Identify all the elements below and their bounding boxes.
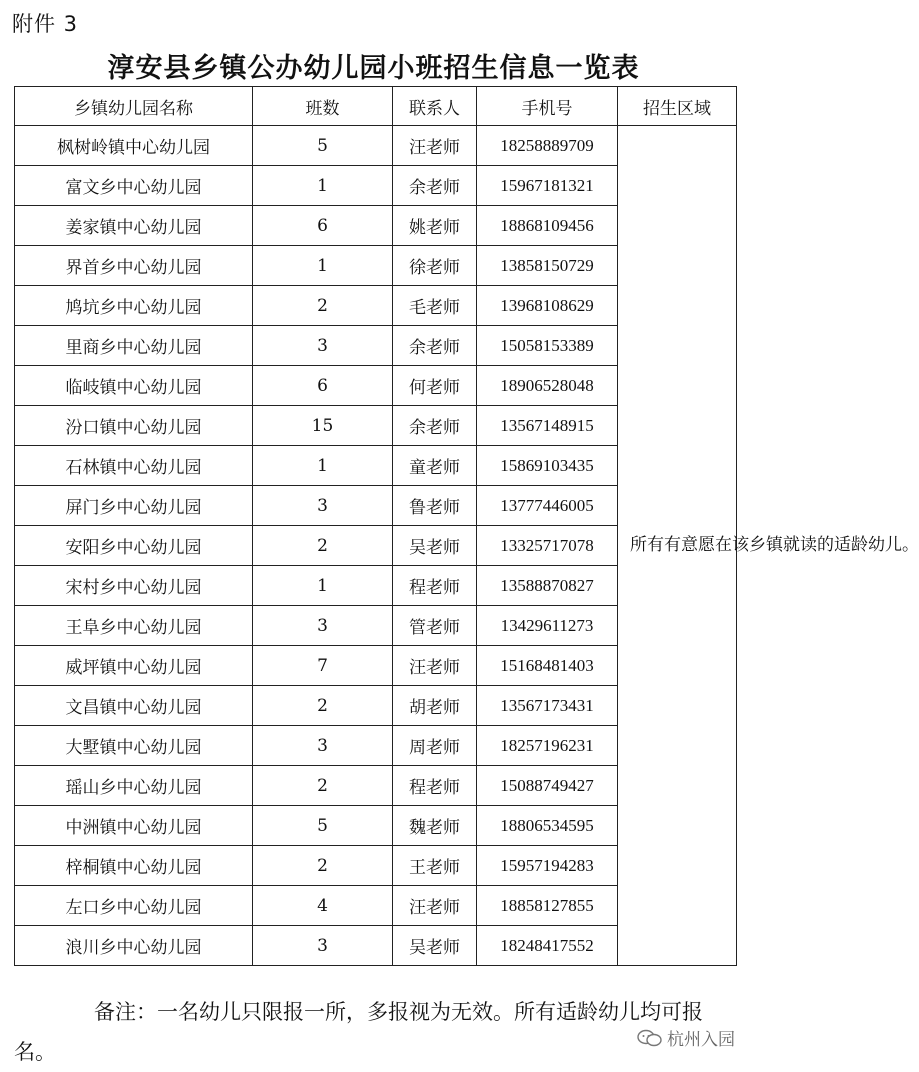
cell-contact: 徐老师 [393,246,477,286]
cell-class-count: 4 [253,886,393,926]
cell-contact: 王老师 [393,846,477,886]
cell-kindergarten-name: 左口乡中心幼儿园 [15,886,253,926]
cell-kindergarten-name: 姜家镇中心幼儿园 [15,206,253,246]
cell-class-count: 3 [253,326,393,366]
cell-class-count: 3 [253,486,393,526]
cell-class-count: 1 [253,166,393,206]
enrollment-area-text: 所有有意愿在该乡镇就读的适龄幼儿。 [630,535,919,555]
cell-kindergarten-name: 威坪镇中心幼儿园 [15,646,253,686]
header-enrollment-area: 招生区域 [618,87,737,126]
cell-contact: 管老师 [393,606,477,646]
cell-phone: 13858150729 [477,246,618,286]
header-contact: 联系人 [393,87,477,126]
cell-class-count: 15 [253,406,393,446]
cell-kindergarten-name: 浪川乡中心幼儿园 [15,926,253,966]
cell-kindergarten-name: 汾口镇中心幼儿园 [15,406,253,446]
cell-contact: 汪老师 [393,886,477,926]
cell-contact: 童老师 [393,446,477,486]
header-class-count: 班数 [253,87,393,126]
cell-kindergarten-name: 宋村乡中心幼儿园 [15,566,253,606]
cell-kindergarten-name: 梓桐镇中心幼儿园 [15,846,253,886]
cell-kindergarten-name: 里商乡中心幼儿园 [15,326,253,366]
cell-phone: 15957194283 [477,846,618,886]
cell-phone: 18858127855 [477,886,618,926]
cell-contact: 鲁老师 [393,486,477,526]
cell-phone: 18258889709 [477,126,618,166]
watermark [637,1025,735,1050]
cell-phone: 15967181321 [477,166,618,206]
cell-class-count: 2 [253,286,393,326]
cell-contact: 余老师 [393,166,477,206]
cell-class-count: 2 [253,526,393,566]
cell-phone: 13968108629 [477,286,618,326]
cell-kindergarten-name: 瑶山乡中心幼儿园 [15,766,253,806]
table-header-row [15,87,737,126]
cell-class-count: 3 [253,726,393,766]
cell-contact: 吴老师 [393,926,477,966]
cell-phone: 13777446005 [477,486,618,526]
cell-kindergarten-name: 鸠坑乡中心幼儿园 [15,286,253,326]
cell-phone: 18806534595 [477,806,618,846]
cell-class-count: 6 [253,366,393,406]
cell-contact: 余老师 [393,406,477,446]
cell-phone: 15168481403 [477,646,618,686]
cell-phone: 15088749427 [477,766,618,806]
cell-contact: 何老师 [393,366,477,406]
cell-contact: 胡老师 [393,686,477,726]
cell-class-count: 2 [253,686,393,726]
table-row [15,126,737,166]
enrollment-table [14,86,919,966]
cell-contact: 魏老师 [393,806,477,846]
cell-contact: 程老师 [393,566,477,606]
attachment-label: 附件 3 [12,12,79,36]
wechat-icon [637,1029,663,1047]
cell-kindergarten-name: 中洲镇中心幼儿园 [15,806,253,846]
cell-kindergarten-name: 大墅镇中心幼儿园 [15,726,253,766]
cell-contact: 吴老师 [393,526,477,566]
cell-enrollment-area [618,126,919,966]
watermark-text: 杭州入园 [667,1030,735,1050]
cell-contact: 毛老师 [393,286,477,326]
cell-kindergarten-name: 界首乡中心幼儿园 [15,246,253,286]
cell-contact: 汪老师 [393,126,477,166]
cell-contact: 姚老师 [393,206,477,246]
cell-kindergarten-name: 文昌镇中心幼儿园 [15,686,253,726]
cell-phone: 15869103435 [477,446,618,486]
cell-class-count: 3 [253,606,393,646]
cell-phone: 13429611273 [477,606,618,646]
cell-kindergarten-name: 枫树岭镇中心幼儿园 [15,126,253,166]
cell-class-count: 1 [253,566,393,606]
cell-phone: 13588870827 [477,566,618,606]
cell-contact: 汪老师 [393,646,477,686]
cell-kindergarten-name: 屏门乡中心幼儿园 [15,486,253,526]
document-title: 淳安县乡镇公办幼儿园小班招生信息一览表 [107,53,640,84]
cell-class-count: 2 [253,766,393,806]
cell-kindergarten-name: 王阜乡中心幼儿园 [15,606,253,646]
cell-class-count: 7 [253,646,393,686]
header-phone: 手机号 [477,87,618,126]
cell-class-count: 6 [253,206,393,246]
cell-phone: 13567148915 [477,406,618,446]
cell-phone: 15058153389 [477,326,618,366]
cell-class-count: 1 [253,446,393,486]
cell-class-count: 1 [253,246,393,286]
cell-kindergarten-name: 富文乡中心幼儿园 [15,166,253,206]
cell-contact: 周老师 [393,726,477,766]
cell-kindergarten-name: 临岐镇中心幼儿园 [15,366,253,406]
cell-phone: 13567173431 [477,686,618,726]
cell-kindergarten-name: 安阳乡中心幼儿园 [15,526,253,566]
cell-phone: 18868109456 [477,206,618,246]
cell-class-count: 5 [253,806,393,846]
cell-phone: 18248417552 [477,926,618,966]
cell-contact: 程老师 [393,766,477,806]
cell-kindergarten-name: 石林镇中心幼儿园 [15,446,253,486]
footnote: 备注：一名幼儿只限报一所，多报视为无效。所有适龄幼儿均可报名。 [14,1000,703,1064]
cell-class-count: 5 [253,126,393,166]
cell-phone: 18906528048 [477,366,618,406]
cell-class-count: 2 [253,846,393,886]
cell-class-count: 3 [253,926,393,966]
cell-phone: 18257196231 [477,726,618,766]
cell-contact: 余老师 [393,326,477,366]
cell-phone: 13325717078 [477,526,618,566]
header-kindergarten-name: 乡镇幼儿园名称 [15,87,253,126]
